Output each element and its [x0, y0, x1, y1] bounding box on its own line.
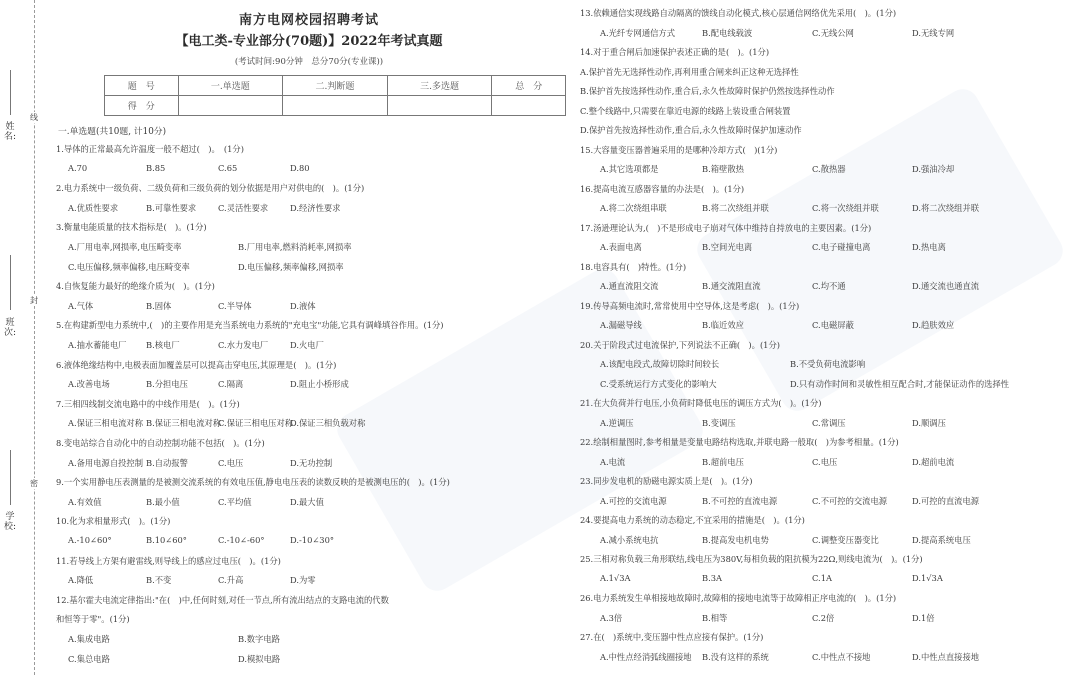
question-stem: 2.电力系统中一级负荷、二级负荷和三级负荷的划分依据是用户对供电的( )。(1分) — [56, 183, 365, 194]
answer-option: B.配电线载波 — [702, 27, 753, 38]
question-stem: 14.对于重合闸后加速保护表述正确的是( )。(1分) — [580, 47, 770, 57]
answer-option: D.-10∠30° — [290, 535, 335, 545]
answer-option: C.中性点不接地 — [812, 651, 871, 662]
answer-option: D.1√3A — [912, 572, 943, 583]
answer-option: B.超前电压 — [702, 456, 744, 467]
answer-option: B.相等 — [702, 612, 728, 623]
answer-option: B.分担电压 — [146, 379, 188, 390]
answer-option: D.无功控制 — [290, 457, 333, 468]
question-stem: 26.电力系统发生单相接地故障时,故障相的接地电流等于故障相正序电流的( )。(1分) — [580, 593, 897, 603]
question-stem: B.保护首先按选择性动作,重合后,永久性故障时保护仍然按选择性动作 — [580, 86, 835, 96]
answer-option: B.提高发电机电势 — [702, 534, 769, 545]
class-label: 班次: — [4, 318, 17, 338]
answer-option: D.中性点直接接地 — [912, 651, 980, 662]
answer-option: B.固体 — [146, 300, 172, 311]
answer-option: D.强油冷却 — [912, 164, 955, 174]
answer-option: C.调整变压器变比 — [812, 534, 879, 545]
question-stem: D.保护首先按选择性动作,重合后,永久性故障时保护加速动作 — [580, 125, 802, 135]
answer-option: C.升高 — [218, 575, 244, 586]
score-table-cell: 得 分 — [105, 96, 179, 116]
answer-option: A.漏磁导线 — [600, 320, 642, 330]
answer-option: C.无线公网 — [812, 27, 854, 38]
answer-option: A.抽水蓄能电厂 — [68, 340, 127, 350]
question-stem: 22.绘制相量图时,参考相量是变量电路结构选取,并联电路一般取( )为参考相量。(1分) — [580, 437, 899, 447]
answer-option: C.散热器 — [812, 164, 846, 174]
answer-option: B.核电厂 — [146, 340, 180, 350]
question-stem: 6.液体绝缘结构中,电极表面加覆盖层可以提高击穿电压,其原理是( )。(1分) — [56, 359, 337, 370]
answer-option: D.顺调压 — [912, 417, 946, 428]
question-stem: 19.传导高频电流时,常常使用中空导体,这是考虑( )。(1分) — [580, 300, 800, 311]
answer-option: D.最大值 — [290, 496, 324, 507]
answer-option: D.液体 — [290, 300, 316, 311]
cut-mark-line: 线 — [30, 113, 38, 122]
exam-subtitle: 【电工类-专业部分(70题)】2022年考试真题 — [175, 34, 443, 49]
answer-option: A.优质性要求 — [68, 202, 119, 213]
answer-option: C.半导体 — [218, 300, 252, 311]
answer-option: B.3A — [702, 572, 723, 583]
score-table-cell: 一.单选题 — [178, 76, 283, 96]
question-stem: C.整个线路中,只需要在靠近电源的线路上装设重合闸装置 — [580, 105, 791, 116]
score-table-cell: 三.多选题 — [387, 76, 492, 96]
answer-option: C.电压偏移,频率偏移,电压畸变率 — [68, 261, 190, 272]
answer-option: C.水力发电厂 — [218, 340, 269, 350]
answer-option: A.光纤专网通信方式 — [600, 27, 676, 38]
question-stem: 和恒等于零"。(1分) — [56, 614, 130, 625]
answer-option: C.常调压 — [812, 417, 846, 428]
class-fill-line — [10, 255, 11, 310]
answer-option: C.灵活性要求 — [218, 202, 269, 213]
answer-option: B.85 — [146, 162, 166, 173]
answer-option: D.模拟电路 — [238, 653, 281, 664]
score-table-score-row — [105, 96, 566, 116]
answer-option: D.超前电流 — [912, 456, 955, 467]
answer-option: D.电压偏移,频率偏移,网损率 — [238, 261, 344, 272]
answer-option: D.经济性要求 — [290, 202, 341, 213]
score-box — [387, 96, 492, 116]
exam-info: (考试时间:90分钟 总分70分(专业课)) — [234, 57, 384, 67]
answer-option: D.80 — [290, 162, 310, 173]
answer-option: D.热电离 — [912, 242, 946, 252]
school-fill-line — [10, 450, 11, 505]
answer-option: A.该配电段式,故障切除时间较长 — [600, 359, 720, 369]
question-stem: 23.同步发电机的励磁电源实质上是( )。(1分) — [580, 476, 753, 486]
question-stem: 7.三相四线制交流电路中的中线作用是( )。(1分) — [56, 398, 240, 409]
question-stem: 10.化为求相量形式( )。(1分) — [56, 516, 171, 527]
answer-option: B.可靠性要求 — [146, 202, 197, 213]
answer-option: B.临近效应 — [702, 320, 744, 330]
question-stem: A.保护首先无选择性动作,再利用重合闸来纠正这种无选择性 — [580, 66, 799, 77]
answer-option: C.65 — [218, 162, 238, 173]
answer-option: C.电压 — [218, 457, 244, 468]
answer-option: D.火电厂 — [290, 340, 324, 350]
score-box — [178, 96, 283, 116]
answer-option: B.厂用电率,燃料消耗率,网损率 — [238, 242, 352, 252]
answer-option: D.无线专网 — [912, 27, 955, 38]
question-stem: 3.衡量电能质量的技术指标是( )。(1分) — [56, 222, 207, 233]
answer-option: B.将二次绕组并联 — [702, 203, 769, 213]
score-table-cell: 总 分 — [492, 76, 566, 96]
answer-option: C.2倍 — [812, 612, 835, 623]
answer-option: A.70 — [68, 162, 88, 173]
score-box — [283, 96, 388, 116]
answer-option: A.改善电场 — [68, 379, 110, 390]
answer-option: C.平均值 — [218, 496, 252, 507]
answer-option: C.-10∠-60° — [218, 535, 265, 545]
answer-option: B.没有这样的系统 — [702, 651, 769, 662]
answer-option: A.保证三相电流对称 — [68, 418, 144, 429]
question-stem: 15.大容量变压器普遍采用的是哪种冷却方式( )(1分) — [580, 144, 778, 155]
answer-option: C.电压 — [812, 456, 838, 467]
question-stem: 17.汤逊理论认为,( )不是形成电子崩对气体中维持自持放电的主要因素。(1分) — [580, 222, 872, 233]
question-stem: 5.在构建新型电力系统中,( )的主要作用是充当系统电力系统的"充电宝"功能,它具有调峰填谷作用。(1分) — [56, 320, 444, 331]
answer-option: B.不受负荷电流影响 — [790, 359, 866, 369]
answer-option: B.空间光电离 — [702, 242, 753, 252]
right-column — [580, 0, 1075, 675]
answer-option: A.可控的交流电源 — [600, 495, 667, 506]
question-stem: 11.若导线上方架有避雷线,则导线上的感应过电压( )。(1分) — [56, 555, 281, 566]
answer-option: C.集总电路 — [68, 653, 110, 664]
left-column — [48, 0, 570, 675]
answer-option: B.箱壁散热 — [702, 164, 744, 174]
answer-option: A.降低 — [68, 575, 94, 586]
answer-option: C.不可控的交流电源 — [812, 495, 888, 506]
score-box — [492, 96, 566, 116]
name-fill-line — [10, 70, 11, 115]
answer-option: A.1√3A — [600, 572, 631, 583]
answer-option: A.逆调压 — [600, 417, 634, 428]
answer-option: D.趋肤效应 — [912, 320, 955, 330]
answer-option: D.1倍 — [912, 612, 935, 623]
question-stem: 12.基尔霍夫电流定律指出:"在( )中,任何时刻,对任一节点,所有流出结点的支路电流的代数 — [56, 594, 389, 605]
binding-dashed-line — [34, 0, 35, 675]
question-stem: 8.变电站综合自动化中的自动控制功能不包括( )。(1分) — [56, 438, 265, 448]
answer-option: B.不可控的直流电源 — [702, 495, 778, 506]
answer-option: D.可控的直流电源 — [912, 495, 980, 506]
answer-option: A.厂用电率,网损率,电压畸变率 — [68, 242, 182, 252]
answer-option: A.-10∠60° — [68, 535, 112, 545]
answer-option: D.将二次绕组并联 — [912, 203, 980, 213]
answer-option: C.受系统运行方式变化的影响大 — [600, 378, 717, 389]
answer-option: C.均不通 — [812, 281, 846, 291]
answer-option: B.保证三相电流对称 — [146, 418, 222, 429]
question-stem: 16.提高电流互感器容量的办法是( )。(1分) — [580, 183, 745, 194]
answer-option: D.只有动作时间和灵敏性相互配合时,才能保证动作的选择性 — [790, 378, 1010, 389]
question-stem: 24.要提高电力系统的动态稳定,不宜采用的措施是( )。(1分) — [580, 515, 805, 525]
question-stem: 18.电容具有( )特性。(1分) — [580, 261, 687, 272]
answer-option: C.电磁屏蔽 — [812, 320, 854, 330]
answer-option: C.将一次绕组并联 — [812, 203, 879, 213]
answer-option: D.阻止小桥形成 — [290, 379, 349, 390]
answer-option: B.数字电路 — [238, 634, 280, 644]
question-stem: 20.关于阶段式过电流保护,下列说法不正确( )。(1分) — [580, 339, 780, 350]
answer-option: B.不变 — [146, 575, 172, 586]
cut-mark-seal: 封 — [30, 296, 38, 305]
name-label: 姓名: — [4, 122, 17, 142]
answer-option: A.表面电离 — [600, 242, 642, 252]
question-stem: 21.在大负荷并行电压,小负荷时降低电压的调压方式为( )。(1分) — [580, 398, 822, 408]
answer-option: A.减小系统电抗 — [600, 534, 659, 545]
question-stem: 13.依赖通信实现线路自动隔离的馈线自动化模式,核心层通信网络优先采用( )。(1分) — [580, 8, 897, 18]
answer-option: A.将二次绕组串联 — [600, 203, 667, 213]
cut-mark-secret: 密 — [30, 479, 38, 488]
answer-option: B.10∠60° — [146, 535, 187, 545]
question-stem: 9.一个实用静电压表测量的是被测交流系统的有效电压值,静电电压表的读数反映的是被测电压的( )。(1分) — [56, 477, 450, 488]
section-title: 一.单选题(共10题, 计10分) — [58, 127, 167, 137]
score-table-cell: 题 号 — [105, 76, 179, 96]
answer-option: A.通直流阻交流 — [600, 281, 659, 291]
answer-option: A.集成电路 — [68, 634, 110, 644]
answer-option: B.自动报警 — [146, 457, 188, 468]
answer-option: A.备用电源自投控制 — [68, 457, 144, 468]
question-stem: 25.三相对称负载三角形联结,线电压为380V,每相负载的阻抗模为22Ω,则线电流为( )。(1分) — [580, 554, 923, 564]
answer-option: C.1A — [812, 572, 832, 583]
answer-option: D.保证三相负载对称 — [290, 418, 366, 429]
answer-option: A.有效值 — [68, 496, 102, 507]
answer-option: A.电流 — [600, 456, 626, 467]
answer-option: A.3倍 — [600, 612, 623, 623]
question-stem: 27.在( )系统中,变压器中性点应接有保护。(1分) — [580, 632, 764, 642]
exam-title: 南方电网校园招聘考试 — [238, 13, 379, 28]
answer-option: D.提高系统电压 — [912, 534, 971, 545]
score-table-cell: 二.判断题 — [283, 76, 388, 96]
score-table-header-row — [105, 76, 566, 96]
answer-option: D.通交流也通直流 — [912, 281, 980, 291]
school-label: 学校: — [4, 512, 17, 532]
question-stem: 1.导体的正常最高允许温度一般不超过( )。 (1分) — [56, 144, 244, 154]
answer-option: C.隔离 — [218, 379, 244, 390]
answer-option: B.通交流阻直流 — [702, 281, 761, 291]
answer-option: C.保证三相电压对称 — [218, 418, 294, 429]
answer-option: A.其它选项都是 — [600, 164, 659, 174]
answer-option: A.气体 — [68, 300, 94, 311]
answer-option: B.最小值 — [146, 496, 180, 507]
answer-option: B.变调压 — [702, 417, 736, 428]
score-table — [104, 75, 566, 116]
answer-option: D.为零 — [290, 575, 316, 586]
answer-option: A.中性点经消弧线圈接地 — [600, 651, 692, 662]
question-stem: 4.自恢复能力最好的绝缘介质为( )。(1分) — [56, 281, 215, 292]
answer-option: C.电子碰撞电离 — [812, 242, 871, 252]
